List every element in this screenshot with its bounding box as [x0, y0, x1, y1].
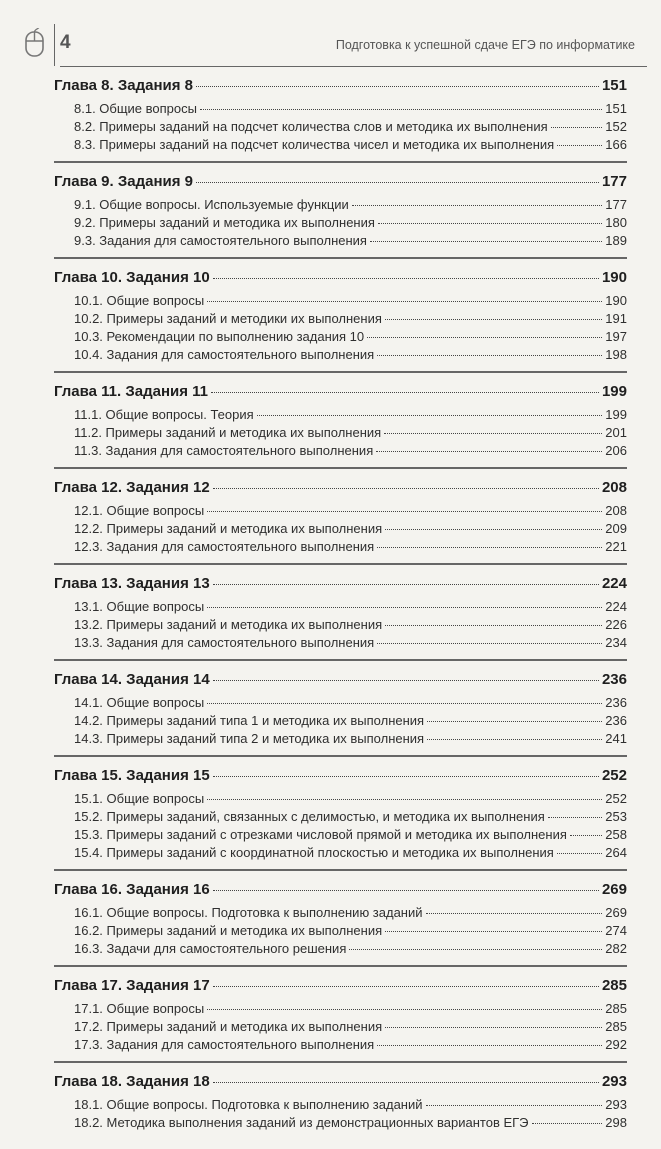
dot-leader — [557, 145, 602, 146]
entry-title: 14.1. Общие вопросы — [74, 695, 205, 710]
entry-title: 14.3. Примеры заданий типа 2 и методика их выполнения — [74, 731, 425, 746]
entry-page: 206 — [605, 443, 627, 458]
chapter-page: 293 — [601, 1073, 627, 1090]
entry-page: 285 — [605, 1019, 627, 1034]
toc-entry[interactable] — [74, 233, 627, 251]
chapter-heading[interactable] — [54, 173, 627, 197]
entry-page: 190 — [605, 293, 627, 308]
chapter-heading[interactable] — [54, 575, 627, 599]
entry-title: 13.2. Примеры заданий и методика их выполнения — [74, 617, 383, 632]
chapter-title: Глава 12. Задания 12 — [54, 479, 210, 496]
toc-entry[interactable] — [74, 809, 627, 827]
toc-entry[interactable] — [74, 617, 627, 635]
dot-leader — [367, 337, 602, 338]
dot-leader — [377, 1045, 602, 1046]
entry-title: 10.1. Общие вопросы — [74, 293, 205, 308]
running-title: Подготовка к успешной сдаче ЕГЭ по информатике — [335, 38, 635, 52]
toc-entry[interactable] — [74, 443, 627, 461]
chapter-title: Глава 13. Задания 13 — [54, 575, 210, 592]
toc-entry[interactable] — [74, 137, 627, 155]
dot-leader — [213, 890, 599, 891]
chapter-title: Глава 9. Задания 9 — [54, 173, 193, 190]
entry-title: 10.4. Задания для самостоятельного выполнения — [74, 347, 375, 362]
table-of-contents — [54, 77, 627, 1149]
entry-title: 12.3. Задания для самостоятельного выполнения — [74, 539, 375, 554]
toc-entry[interactable] — [74, 119, 627, 137]
chapter-title: Глава 10. Задания 10 — [54, 269, 210, 286]
dot-leader — [257, 415, 603, 416]
dot-leader — [426, 913, 603, 914]
dot-leader — [207, 703, 602, 704]
entry-title: 11.1. Общие вопросы. Теория — [74, 407, 254, 422]
toc-chapter — [54, 173, 627, 259]
dot-leader — [551, 127, 603, 128]
entry-page: 151 — [605, 101, 627, 116]
toc-chapter — [54, 77, 627, 163]
toc-entry[interactable] — [74, 635, 627, 653]
toc-entry[interactable] — [74, 923, 627, 941]
dot-leader — [385, 931, 602, 932]
entry-title: 14.2. Примеры заданий типа 1 и методика их выполнения — [74, 713, 425, 728]
chapter-heading[interactable] — [54, 269, 627, 293]
dot-leader — [207, 607, 602, 608]
toc-entry[interactable] — [74, 1019, 627, 1037]
entry-page: 285 — [605, 1001, 627, 1016]
dot-leader — [207, 301, 602, 302]
entry-page: 197 — [605, 329, 627, 344]
toc-entry[interactable] — [74, 293, 627, 311]
dot-leader — [207, 799, 602, 800]
entry-page: 292 — [605, 1037, 627, 1052]
entry-title: 16.1. Общие вопросы. Подготовка к выполнению заданий — [74, 905, 423, 920]
toc-entry[interactable] — [74, 731, 627, 749]
toc-entry[interactable] — [74, 503, 627, 521]
chapter-title: Глава 17. Задания 17 — [54, 977, 210, 994]
entry-page: 236 — [605, 713, 627, 728]
entry-page: 209 — [605, 521, 627, 536]
entry-title: 13.1. Общие вопросы — [74, 599, 205, 614]
entry-title: 10.3. Рекомендации по выполнению задания 10 — [74, 329, 365, 344]
entry-title: 9.3. Задания для самостоятельного выполнения — [74, 233, 367, 248]
entry-title: 17.1. Общие вопросы — [74, 1001, 205, 1016]
dot-leader — [200, 109, 602, 110]
dot-leader — [548, 817, 603, 818]
dot-leader — [385, 1027, 602, 1028]
entry-title: 17.2. Примеры заданий и методика их выполнения — [74, 1019, 383, 1034]
toc-entry[interactable] — [74, 329, 627, 347]
toc-entry[interactable] — [74, 425, 627, 443]
entry-page: 208 — [605, 503, 627, 518]
dot-leader — [213, 680, 599, 681]
header-horizontal-rule — [60, 66, 647, 67]
chapter-heading[interactable] — [54, 767, 627, 791]
dot-leader — [385, 529, 602, 530]
dot-leader — [378, 223, 602, 224]
entry-title: 16.2. Примеры заданий и методика их выполнения — [74, 923, 383, 938]
entry-title: 15.2. Примеры заданий, связанных с делимостью, и методика их выполнения — [74, 809, 545, 824]
dot-leader — [427, 739, 602, 740]
toc-chapter — [54, 1073, 627, 1139]
chapter-page: 199 — [601, 383, 627, 400]
entry-page: 236 — [605, 695, 627, 710]
chapter-page: 177 — [601, 173, 627, 190]
toc-entry[interactable] — [74, 215, 627, 233]
entry-page: 258 — [605, 827, 627, 842]
entry-title: 16.3. Задачи для самостоятельного решения — [74, 941, 347, 956]
toc-entry[interactable] — [74, 539, 627, 557]
entry-title: 15.4. Примеры заданий с координатной плоскостью и методика их выполнения — [74, 845, 554, 860]
toc-entry[interactable] — [74, 695, 627, 713]
chapter-heading[interactable] — [54, 1073, 627, 1097]
entry-page: 189 — [605, 233, 627, 248]
toc-chapter — [54, 671, 627, 757]
chapter-page: 236 — [601, 671, 627, 688]
chapter-heading[interactable] — [54, 671, 627, 695]
chapter-title: Глава 18. Задания 18 — [54, 1073, 210, 1090]
entry-title: 15.1. Общие вопросы — [74, 791, 205, 806]
entry-page: 201 — [605, 425, 627, 440]
entry-page: 180 — [605, 215, 627, 230]
dot-leader — [384, 433, 602, 434]
chapter-heading[interactable] — [54, 383, 627, 407]
dot-leader — [211, 392, 599, 393]
dot-leader — [207, 511, 602, 512]
dot-leader — [377, 547, 602, 548]
dot-leader — [213, 1082, 599, 1083]
entry-page: 234 — [605, 635, 627, 650]
dot-leader — [213, 986, 599, 987]
entry-page: 264 — [605, 845, 627, 860]
chapter-title: Глава 11. Задания 11 — [54, 383, 209, 400]
entry-title: 9.2. Примеры заданий и методика их выполнения — [74, 215, 375, 230]
dot-leader — [427, 721, 602, 722]
toc-entry[interactable] — [74, 905, 627, 923]
dot-leader — [426, 1105, 603, 1106]
dot-leader — [213, 584, 599, 585]
dot-leader — [207, 1009, 602, 1010]
header-vertical-rule — [54, 24, 55, 66]
dot-leader — [213, 278, 599, 279]
page-header — [14, 20, 647, 66]
entry-title: 8.2. Примеры заданий на подсчет количества слов и методика их выполнения — [74, 119, 548, 134]
dot-leader — [196, 86, 599, 87]
toc-entry[interactable] — [74, 197, 627, 215]
entry-page: 274 — [605, 923, 627, 938]
entry-title: 8.3. Примеры заданий на подсчет количества чисел и методика их выполнения — [74, 137, 555, 152]
dot-leader — [377, 355, 602, 356]
entry-page: 252 — [605, 791, 627, 806]
entry-title: 9.1. Общие вопросы. Используемые функции — [74, 197, 349, 212]
toc-chapter — [54, 767, 627, 871]
entry-page: 224 — [605, 599, 627, 614]
toc-entry[interactable] — [74, 1037, 627, 1055]
chapter-page: 269 — [601, 881, 627, 898]
entry-title: 11.2. Примеры заданий и методика их выполнения — [74, 425, 382, 440]
entry-page: 241 — [605, 731, 627, 746]
chapter-page: 208 — [601, 479, 627, 496]
chapter-page: 252 — [601, 767, 627, 784]
toc-entry[interactable] — [74, 791, 627, 809]
entry-page: 269 — [605, 905, 627, 920]
entry-title: 18.2. Методика выполнения заданий из демонстрационных вариантов ЕГЭ — [74, 1115, 529, 1130]
entry-title: 12.2. Примеры заданий и методика их выполнения — [74, 521, 383, 536]
toc-entry[interactable] — [74, 1115, 627, 1133]
chapter-heading[interactable] — [54, 77, 627, 101]
toc-entry[interactable] — [74, 311, 627, 329]
entry-title: 15.3. Примеры заданий с отрезками числовой прямой и методика их выполнения — [74, 827, 567, 842]
chapter-page: 224 — [601, 575, 627, 592]
chapter-title: Глава 8. Задания 8 — [54, 77, 193, 94]
dot-leader — [196, 182, 599, 183]
toc-entry[interactable] — [74, 599, 627, 617]
dot-leader — [570, 835, 602, 836]
dot-leader — [352, 205, 602, 206]
toc-chapter — [54, 881, 627, 967]
dot-leader — [376, 451, 602, 452]
toc-chapter — [54, 977, 627, 1063]
entry-page: 199 — [605, 407, 627, 422]
entry-title: 18.1. Общие вопросы. Подготовка к выполнению заданий — [74, 1097, 423, 1112]
toc-entry[interactable] — [74, 521, 627, 539]
toc-entry[interactable] — [74, 1001, 627, 1019]
entry-page: 198 — [605, 347, 627, 362]
entry-page: 177 — [605, 197, 627, 212]
toc-chapter — [54, 479, 627, 565]
page-number: 4 — [60, 32, 71, 53]
entry-title: 13.3. Задания для самостоятельного выполнения — [74, 635, 375, 650]
entry-title: 8.1. Общие вопросы — [74, 101, 197, 116]
entry-page: 166 — [605, 137, 627, 152]
toc-entry[interactable] — [74, 407, 627, 425]
chapter-heading[interactable] — [54, 881, 627, 905]
entry-page: 253 — [605, 809, 627, 824]
dot-leader — [213, 776, 599, 777]
entry-title: 11.3. Задания для самостоятельного выполнения — [74, 443, 374, 458]
dot-leader — [557, 853, 602, 854]
dot-leader — [532, 1123, 603, 1124]
chapter-page: 151 — [601, 77, 627, 94]
chapter-title: Глава 16. Задания 16 — [54, 881, 210, 898]
entry-title: 12.1. Общие вопросы — [74, 503, 205, 518]
toc-entry[interactable] — [74, 347, 627, 365]
dot-leader — [377, 643, 602, 644]
toc-entry[interactable] — [74, 713, 627, 731]
entry-page: 293 — [605, 1097, 627, 1112]
chapter-title: Глава 14. Задания 14 — [54, 671, 210, 688]
computer-mouse-icon — [24, 28, 46, 58]
entry-page: 191 — [605, 311, 627, 326]
chapter-heading[interactable] — [54, 479, 627, 503]
chapter-page: 285 — [601, 977, 627, 994]
dot-leader — [385, 319, 602, 320]
entry-title: 10.2. Примеры заданий и методики их выполнения — [74, 311, 382, 326]
entry-title: 17.3. Задания для самостоятельного выполнения — [74, 1037, 375, 1052]
chapter-page: 190 — [601, 269, 627, 286]
toc-chapter — [54, 383, 627, 469]
entry-page: 226 — [605, 617, 627, 632]
toc-entry[interactable] — [74, 1097, 627, 1115]
toc-entry[interactable] — [74, 827, 627, 845]
chapter-title: Глава 15. Задания 15 — [54, 767, 210, 784]
toc-chapter — [54, 575, 627, 661]
dot-leader — [349, 949, 602, 950]
entry-page: 282 — [605, 941, 627, 956]
dot-leader — [385, 625, 602, 626]
dot-leader — [213, 488, 599, 489]
entry-page: 298 — [605, 1115, 627, 1130]
toc-entry[interactable] — [74, 845, 627, 863]
dot-leader — [370, 241, 602, 242]
toc-entry[interactable] — [74, 941, 627, 959]
toc-chapter — [54, 269, 627, 373]
entry-page: 152 — [605, 119, 627, 134]
toc-entry[interactable] — [74, 101, 627, 119]
entry-page: 221 — [605, 539, 627, 554]
chapter-heading[interactable] — [54, 977, 627, 1001]
